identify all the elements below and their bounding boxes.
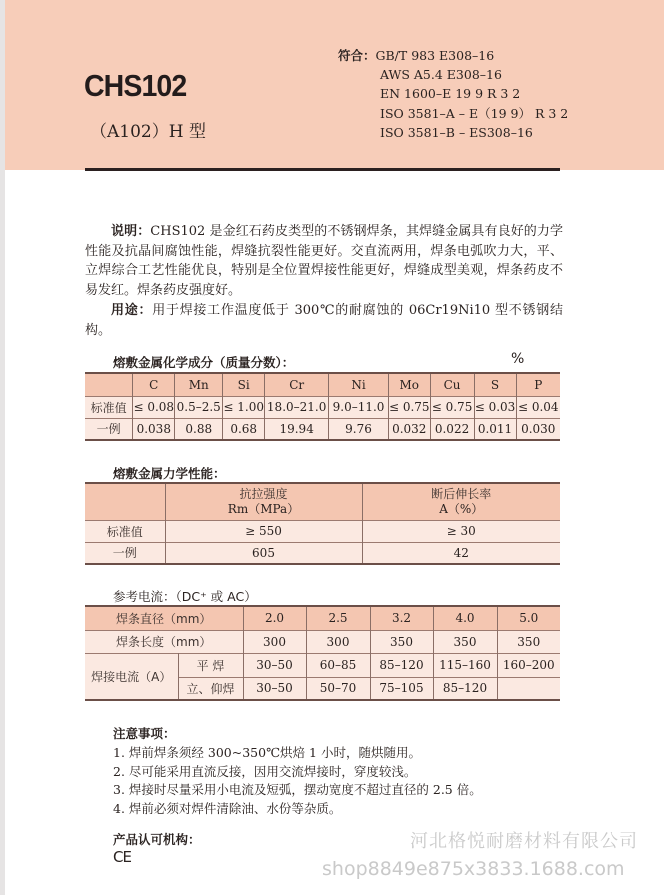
cell: 300 bbox=[243, 630, 306, 653]
description-paragraph bbox=[85, 222, 563, 301]
column-header: P bbox=[516, 373, 560, 396]
cell: 18.0–21.0 bbox=[265, 396, 329, 418]
notes-section bbox=[113, 725, 482, 819]
table-header-row bbox=[85, 373, 560, 396]
cell: ≥ 30 bbox=[362, 520, 560, 542]
cell: 60–85 bbox=[306, 653, 370, 677]
chemical-table bbox=[85, 372, 560, 441]
cell: 0.88 bbox=[175, 418, 223, 440]
table-row bbox=[85, 542, 560, 564]
cell: ≤ 0.08 bbox=[133, 396, 175, 418]
cell: ≤ 0.75 bbox=[430, 396, 474, 418]
cell: 9.76 bbox=[329, 418, 389, 440]
column-header: C bbox=[133, 373, 175, 396]
cell: 115–160 bbox=[433, 653, 497, 677]
description-label: 说明： bbox=[111, 224, 151, 239]
cell: 42 bbox=[362, 542, 560, 564]
current-title: 参考电流：（DC⁺ 或 AC） bbox=[113, 589, 257, 604]
cell: 160–200 bbox=[497, 653, 560, 677]
column-header: S bbox=[474, 373, 516, 396]
chemical-title: 熔敷金属化学成分（质量分数）： bbox=[113, 355, 295, 370]
cell: 350 bbox=[497, 630, 560, 653]
note-item: 1. 焊前焊条须经 300~350℃烘焙 1 小时，随烘随用。 bbox=[113, 744, 421, 760]
column-header bbox=[362, 483, 560, 520]
sub-label: 立、仰焊 bbox=[178, 677, 243, 700]
usage-paragraph bbox=[85, 301, 563, 340]
cell: ≤ 0.75 bbox=[388, 396, 430, 418]
row-label: 焊接电流（A） bbox=[85, 653, 178, 700]
conform-label: 符合： bbox=[338, 48, 376, 63]
cell: 30–50 bbox=[243, 677, 306, 700]
note-item: 4. 焊前必须对焊件清除油、水份等杂质。 bbox=[113, 801, 342, 817]
cell: 2.0 bbox=[243, 606, 306, 630]
cell: 30–50 bbox=[243, 653, 306, 677]
cell: 85–120 bbox=[433, 677, 497, 700]
column-header: Cu bbox=[430, 373, 474, 396]
table-row bbox=[85, 396, 560, 418]
table-header-row bbox=[85, 483, 560, 520]
cell: 19.94 bbox=[265, 418, 329, 440]
cell: 0.038 bbox=[133, 418, 175, 440]
row-label: 焊条直径（mm） bbox=[85, 606, 243, 630]
row-label: 标准值 bbox=[85, 396, 133, 418]
cell: 0.011 bbox=[474, 418, 516, 440]
watermark-url: shop8849e875x3833.1688.com bbox=[322, 858, 625, 880]
header-divider bbox=[85, 168, 560, 171]
notes-title: 注意事项： bbox=[113, 726, 176, 741]
standard: AWS A5.4 E308–16 bbox=[380, 67, 502, 83]
cell: 605 bbox=[165, 542, 362, 564]
column-header: Si bbox=[223, 373, 265, 396]
conformity-standards bbox=[338, 46, 568, 142]
row-label: 焊条长度（mm） bbox=[85, 630, 243, 653]
cell: 0.5–2.5 bbox=[175, 396, 223, 418]
table-row bbox=[85, 418, 560, 440]
column-header: Mo bbox=[388, 373, 430, 396]
cell: 75–105 bbox=[370, 677, 433, 700]
cell: 0.68 bbox=[223, 418, 265, 440]
cell: ≤ 0.03 bbox=[474, 396, 516, 418]
description-text: CHS102 是金红石药皮类型的不锈钢焊条，其焊缝金属具有良好的力学性能及抗晶间腐蚀性能，焊缝抗裂性能更好。交直流两用，焊条电弧吹力大，平、立焊综合工艺性能优良，特别是全位置焊接性能更好，焊缝成型美观，焊条药皮不易发红。焊条药皮强度好。 bbox=[85, 224, 563, 299]
usage-label: 用途： bbox=[111, 303, 153, 318]
row-label: 标准值 bbox=[85, 520, 165, 542]
standard: ISO 3581–A – E（19 9） R 3 2 bbox=[380, 105, 569, 121]
column-header: Mn bbox=[175, 373, 223, 396]
cell: ≤ 0.04 bbox=[516, 396, 560, 418]
chemical-unit: % bbox=[511, 351, 525, 367]
certification-title: 产品认可机构： bbox=[113, 832, 201, 847]
table-row bbox=[85, 653, 560, 677]
cell: 350 bbox=[433, 630, 497, 653]
table-row bbox=[85, 630, 560, 653]
current-table bbox=[85, 605, 560, 701]
standard: EN 1600–E 19 9 R 3 2 bbox=[380, 86, 521, 102]
note-item: 2. 尽可能采用直流反接，因用交流焊接时，穿度较浅。 bbox=[113, 763, 417, 779]
table-row bbox=[85, 606, 560, 630]
column-name: 抗拉强度 bbox=[239, 486, 288, 501]
cell: 4.0 bbox=[433, 606, 497, 630]
cell bbox=[497, 677, 560, 700]
usage-text: 用于焊接工作温度低于 300℃的耐腐蚀的 06Cr19Ni10 型不锈钢结构。 bbox=[85, 303, 563, 338]
cell: 300 bbox=[306, 630, 370, 653]
watermark-company: 河北格悦耐磨材料有限公司 bbox=[410, 831, 638, 852]
cell: 85–120 bbox=[370, 653, 433, 677]
table-row bbox=[85, 520, 560, 542]
column-unit: Rm（MPa） bbox=[227, 501, 300, 516]
standard: GB/T 983 E308–16 bbox=[375, 48, 495, 63]
column-header bbox=[165, 483, 362, 520]
column-name: 断后伸长率 bbox=[431, 486, 492, 501]
cell: 0.030 bbox=[516, 418, 560, 440]
mechanical-title: 熔敷金属力学性能： bbox=[113, 466, 226, 481]
product-title: CHS102 bbox=[84, 68, 187, 103]
mechanical-table bbox=[85, 482, 560, 565]
product-subtitle: （A102）H 型 bbox=[90, 122, 206, 142]
row-label: 一例 bbox=[85, 418, 133, 440]
cell: 3.2 bbox=[370, 606, 433, 630]
standard: ISO 3581–B – ES308–16 bbox=[380, 124, 533, 140]
cell: 350 bbox=[370, 630, 433, 653]
column-header: Ni bbox=[329, 373, 389, 396]
note-item: 3. 焊接时尽量采用小电流及短弧，摆动宽度不超过直径的 2.5 倍。 bbox=[113, 782, 482, 798]
cell: 50–70 bbox=[306, 677, 370, 700]
sub-label: 平 焊 bbox=[178, 653, 243, 677]
column-unit: A（%） bbox=[439, 501, 484, 516]
cell: ≥ 550 bbox=[165, 520, 362, 542]
cell: 2.5 bbox=[306, 606, 370, 630]
column-header: Cr bbox=[265, 373, 329, 396]
cell: 0.022 bbox=[430, 418, 474, 440]
cell: 0.032 bbox=[388, 418, 430, 440]
ce-mark-icon: CE bbox=[113, 848, 131, 866]
cell: ≤ 1.00 bbox=[223, 396, 265, 418]
cell: 9.0–11.0 bbox=[329, 396, 389, 418]
row-label: 一例 bbox=[85, 542, 165, 564]
cell: 5.0 bbox=[497, 606, 560, 630]
